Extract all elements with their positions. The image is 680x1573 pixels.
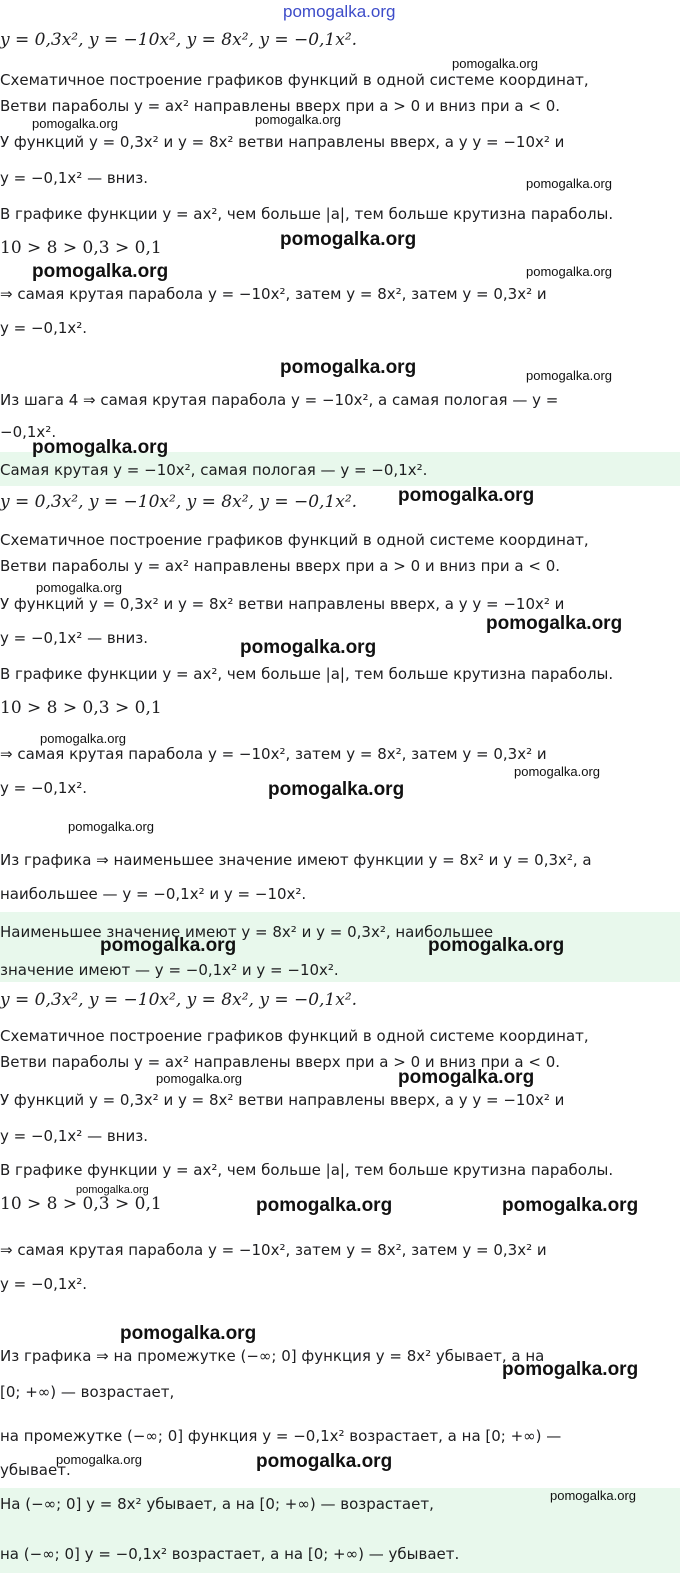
branches-rule: Ветви параболы y = ax² направлены вверх при a > 0 и вниз при a < 0. — [0, 1053, 561, 1071]
coefficient-order: 10 > 8 > 0,3 > 0,1 — [0, 698, 162, 718]
branches-rule: Ветви параболы y = ax² направлены вверх при a > 0 и вниз при a < 0. — [0, 557, 561, 575]
coefficient-order: 10 > 8 > 0,3 > 0,1 — [0, 238, 162, 258]
watermark: pomogalka.org — [452, 56, 538, 71]
coefficient-order: 10 > 8 > 0,3 > 0,1 — [0, 1194, 162, 1214]
schematic-text: Схематичное построение графиков функций в одной системе координат, — [0, 71, 589, 89]
branches-up-line-1: У функций y = 0,3x² и y = 8x² ветви направлены вверх, а у y = −10x² и — [0, 1091, 565, 1109]
monotonic-text-1: Из графика ⇒ на промежутке (−∞; 0] функция y = 8x² убывает, а на — [0, 1347, 545, 1365]
answer-2-line-2: значение имеют — y = −0,1x² и y = −10x². — [0, 961, 339, 979]
step-conclusion-1: Из шага 4 ⇒ самая крутая парабола y = −10x², а самая пологая — y = — [0, 391, 559, 409]
watermark: pomogalka.org — [256, 1195, 393, 1216]
steepness-rule: В графике функции y = ax², чем больше |a|, тем больше крутизна параболы. — [0, 205, 614, 223]
watermark: pomogalka.org — [32, 261, 169, 282]
watermark: pomogalka.org — [280, 229, 417, 250]
watermark: pomogalka.org — [428, 935, 565, 956]
branches-up-line-2: y = −0,1x² — вниз. — [0, 1127, 148, 1145]
watermark: pomogalka.org — [100, 935, 237, 956]
monotonic-text-3: на промежутке (−∞; 0] функция y = −0,1x² возрастает, а на [0; +∞) — — [0, 1427, 562, 1445]
watermark: pomogalka.org — [156, 1071, 242, 1086]
watermark: pomogalka.org — [56, 1452, 142, 1467]
answer-2-line-1: Наименьшее значение имеют y = 8x² и y = 0,3x², наибольшее — [0, 923, 494, 941]
step-conclusion-2: −0,1x². — [0, 423, 57, 441]
functions-list: y = 0,3x², y = −10x², y = 8x², y = −0,1x². — [0, 492, 358, 512]
branches-rule: Ветви параболы y = ax² направлены вверх при a > 0 и вниз при a < 0. — [0, 97, 561, 115]
watermark: pomogalka.org — [514, 764, 600, 779]
minmax-text-1: Из графика ⇒ наименьшее значение имеют функции y = 8x² и y = 0,3x², а — [0, 851, 592, 869]
steepness-rule: В графике функции y = ax², чем больше |a|, тем больше крутизна параболы. — [0, 1161, 614, 1179]
branches-up-line-1: У функций y = 0,3x² и y = 8x² ветви направлены вверх, а у y = −10x² и — [0, 133, 565, 151]
watermark: pomogalka.org — [502, 1359, 639, 1380]
watermark: pomogalka.org — [255, 112, 341, 127]
watermark: pomogalka.org — [32, 116, 118, 131]
watermark: pomogalka.org — [40, 731, 126, 746]
watermark: pomogalka.org — [280, 357, 417, 378]
schematic-text: Схематичное построение графиков функций в одной системе координат, — [0, 1027, 589, 1045]
monotonic-text-4: убывает. — [0, 1461, 71, 1479]
answer-3-line-1: На (−∞; 0] y = 8x² убывает, а на [0; +∞) — возрастает, — [0, 1495, 434, 1513]
steepest-line-1: ⇒ самая крутая парабола y = −10x², затем y = 8x², затем y = 0,3x² и — [0, 745, 547, 763]
watermark: pomogalka.org — [526, 368, 612, 383]
branches-up-line-2: y = −0,1x² — вниз. — [0, 169, 148, 187]
minmax-text-2: наибольшее — y = −0,1x² и y = −10x². — [0, 885, 307, 903]
answer-1: Самая крутая y = −10x², самая пологая — y = −0,1x². — [0, 461, 428, 479]
watermark: pomogalka.org — [550, 1488, 636, 1503]
schematic-text: Схематичное построение графиков функций в одной системе координат, — [0, 531, 589, 549]
watermark: pomogalka.org — [240, 637, 377, 658]
steepest-line-2: y = −0,1x². — [0, 1275, 88, 1293]
steepest-line-1: ⇒ самая крутая парабола y = −10x², затем y = 8x², затем y = 0,3x² и — [0, 1241, 547, 1259]
answer-3-line-2: на (−∞; 0] y = −0,1x² возрастает, а на [0; +∞) — убывает. — [0, 1545, 460, 1563]
watermark: pomogalka.org — [526, 176, 612, 191]
steepness-rule: В графике функции y = ax², чем больше |a|, тем больше крутизна параболы. — [0, 665, 614, 683]
monotonic-text-2: [0; +∞) — возрастает, — [0, 1383, 175, 1401]
branches-up-line-2: y = −0,1x² — вниз. — [0, 629, 148, 647]
branches-up-line-1: У функций y = 0,3x² и y = 8x² ветви направлены вверх, а у y = −10x² и — [0, 595, 565, 613]
steepest-line-2: y = −0,1x². — [0, 319, 88, 337]
watermark: pomogalka.org — [76, 1184, 149, 1196]
watermark: pomogalka.org — [486, 613, 623, 634]
watermark: pomogalka.org — [120, 1323, 257, 1344]
watermark: pomogalka.org — [32, 437, 169, 458]
watermark: pomogalka.org — [268, 779, 405, 800]
steepest-line-1: ⇒ самая крутая парабола y = −10x², затем y = 8x², затем y = 0,3x² и — [0, 285, 547, 303]
watermark: pomogalka.org — [502, 1195, 639, 1216]
functions-list: y = 0,3x², y = −10x², y = 8x², y = −0,1x². — [0, 990, 358, 1010]
watermark: pomogalka.org — [68, 819, 154, 834]
watermark: pomogalka.org — [36, 580, 122, 595]
watermark: pomogalka.org — [256, 1451, 393, 1472]
functions-list: y = 0,3x², y = −10x², y = 8x², y = −0,1x². — [0, 30, 358, 50]
site-header[interactable]: pomogalka.org — [283, 2, 396, 21]
watermark: pomogalka.org — [526, 264, 612, 279]
watermark: pomogalka.org — [398, 485, 535, 506]
watermark: pomogalka.org — [398, 1067, 535, 1088]
steepest-line-2: y = −0,1x². — [0, 779, 88, 797]
